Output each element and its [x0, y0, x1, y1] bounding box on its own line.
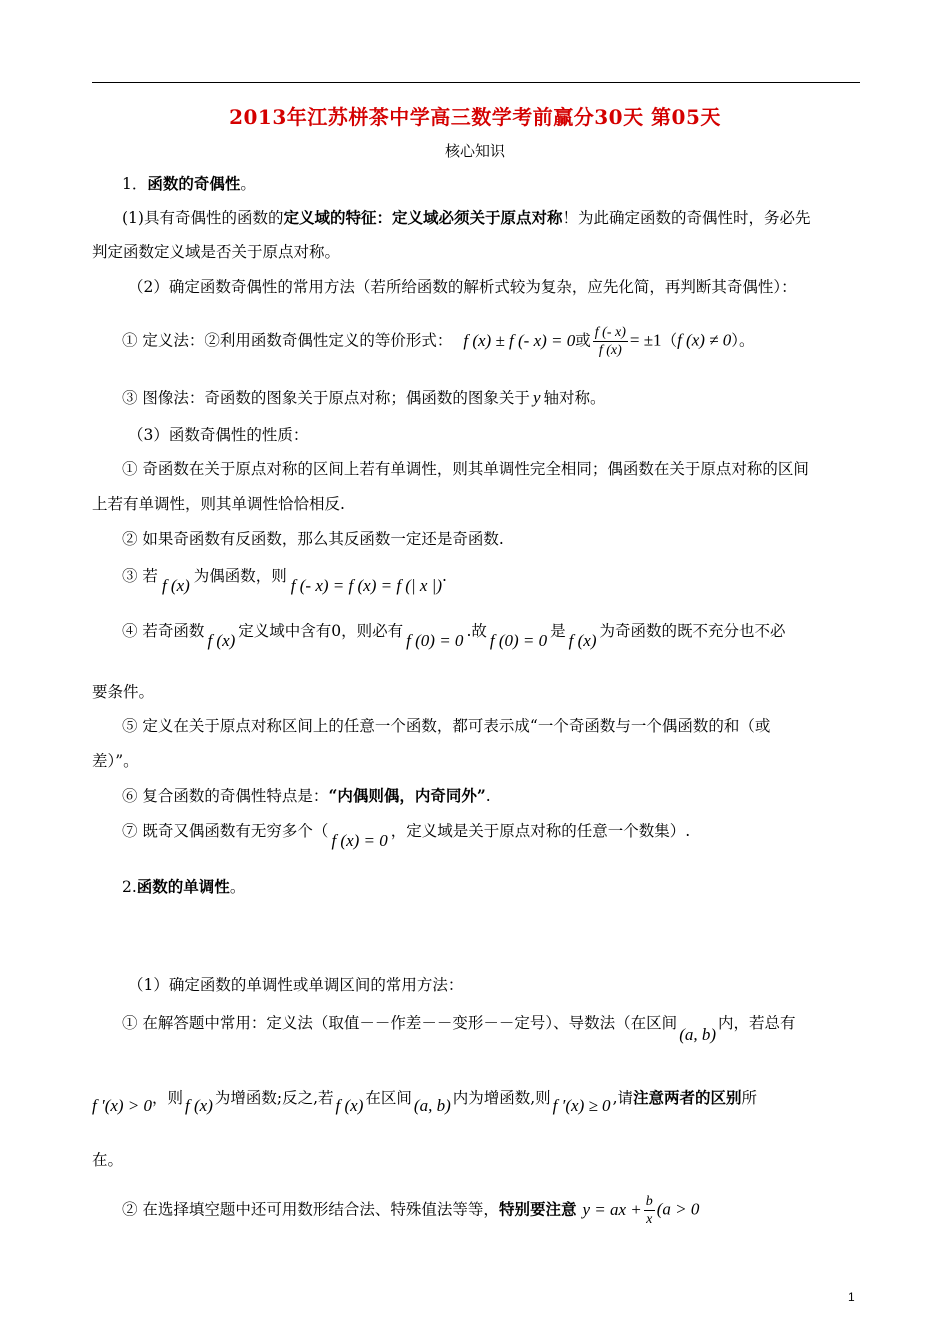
text: ① 在解答题中常用：定义法（取值－－作差－－变形－－定号）、导数法（在区间 — [122, 1014, 678, 1032]
method-graph — [122, 388, 606, 408]
formula: f (- x) = f (x) = f (| x |) — [290, 576, 443, 595]
denominator: f (x) — [598, 343, 622, 358]
section-title: 函数的奇偶性 — [147, 174, 241, 193]
text: ⑦ 既奇又偶函数有无穷多个（ — [122, 822, 329, 840]
formula: (a, b) — [413, 1096, 451, 1115]
formula: f (x) — [568, 631, 597, 650]
text: ③ 若 — [122, 567, 158, 585]
formula: f (x) ≠ 0 — [677, 330, 732, 350]
formula: f (0) = 0 — [489, 631, 548, 650]
property-5-line2: 差）”。 — [92, 752, 139, 770]
formula: y = ax + — [582, 1199, 642, 1219]
page-number: 1 — [848, 1290, 855, 1304]
text: ② 在选择填空题中还可用数形结合法、特殊值法等等， — [122, 1200, 499, 1219]
text: .故 — [466, 622, 487, 640]
section1-heading — [122, 174, 256, 194]
section2-heading — [122, 877, 245, 897]
text: 内，若总有 — [718, 1014, 796, 1032]
property-7 — [122, 821, 691, 850]
monotonic-method-2 — [122, 1193, 699, 1228]
text: 内为增函数,则 — [452, 1089, 551, 1107]
text: . — [442, 567, 447, 585]
text: 所 — [741, 1089, 758, 1107]
section-title: 函数的单调性 — [136, 877, 230, 896]
property-2: ② 如果奇函数有反函数，那么其反函数一定还是奇函数. — [122, 530, 504, 548]
text: ）。 — [731, 331, 755, 350]
formula: f (x) ± f (- x) = 0 — [463, 330, 576, 350]
paragraph-1-line2: 判定函数定义域是否关于原点对称。 — [92, 243, 341, 261]
monotonic-paragraph-1: （1）确定函数的单调性或单调区间的常用方法： — [128, 976, 464, 994]
fraction — [593, 324, 628, 359]
text: 定义域中含有0，则必有 — [238, 622, 404, 640]
numerator: f (- x) — [594, 325, 626, 340]
text: （ — [661, 331, 678, 350]
monotonic-method-1-line1 — [122, 1013, 796, 1044]
text: ,请 — [612, 1089, 633, 1107]
formula: f ′(x) > 0 — [92, 1096, 153, 1115]
text: ，定义域是关于原点对称的任意一个数集）. — [390, 822, 691, 840]
paragraph-3: （3）函数奇偶性的性质： — [128, 426, 309, 444]
text: ，则 — [152, 1089, 184, 1107]
page-subtitle: 核心知识 — [444, 142, 505, 160]
formula: = ±1 — [629, 330, 662, 350]
property-4-line2: 要条件。 — [92, 683, 155, 701]
text: 或 — [575, 331, 591, 350]
text: ④ 若奇函数 — [122, 622, 205, 640]
section-number: 2. — [122, 878, 137, 896]
paragraph-1-line1 — [122, 208, 811, 228]
header-rule — [92, 82, 860, 83]
property-4-line1 — [122, 621, 786, 650]
formula: f (0) = 0 — [406, 631, 464, 650]
bold-text: 注意两者的区别 — [633, 1088, 742, 1107]
formula: f (x) = 0 — [331, 831, 388, 850]
bold-text: 特别要注意 — [498, 1199, 577, 1219]
fraction — [644, 1193, 655, 1228]
text: . — [485, 787, 491, 805]
formula: f ′(x) ≥ 0 — [552, 1096, 611, 1115]
punctuation: 。 — [229, 878, 246, 896]
denominator: x — [646, 1212, 653, 1227]
formula: f (x) — [161, 576, 190, 595]
formula: f (x) — [207, 631, 236, 650]
text: (1)具有奇偶性的函数的 — [122, 209, 284, 227]
property-3 — [122, 566, 447, 595]
text: ① 定义法：②利用函数奇偶性定义的等价形式： — [122, 331, 453, 350]
property-5-line1: ⑤ 定义在关于原点对称区间上的任意一个函数，都可表示成“一个奇函数与一个偶函数的和（或 — [122, 717, 771, 735]
formula: (a > 0 — [656, 1199, 700, 1219]
text: ⑥ 复合函数的奇偶性特点是： — [122, 787, 329, 805]
property-1-line1: ① 奇函数在关于原点对称的区间上若有单调性，则其单调性完全相同；偶函数在关于原点对称的区间 — [122, 460, 809, 478]
monotonic-method-1-line3: 在。 — [92, 1151, 124, 1169]
page-title: 2013年江苏栟茶中学高三数学考前赢分30天 第05天 — [229, 105, 721, 129]
text: 轴对称。 — [543, 389, 606, 407]
bold-text: 定义域的特征：定义域必须关于原点对称 — [283, 208, 563, 227]
property-6 — [122, 786, 491, 806]
formula: (a, b) — [679, 1025, 717, 1044]
method-definition — [122, 324, 755, 359]
text: 为增函数;反之,若 — [214, 1089, 334, 1107]
text: ！为此确定函数的奇偶性时，务必先 — [562, 209, 811, 227]
paragraph-2: （2）确定函数奇偶性的常用方法（若所给函数的解析式较为复杂，应先化简，再判断其奇偶性）： — [128, 278, 797, 296]
monotonic-method-1-line2 — [92, 1088, 758, 1115]
property-1-line2: 上若有单调性，则其单调性恰恰相反. — [92, 495, 345, 513]
formula: f (x) — [335, 1096, 364, 1115]
numerator: b — [645, 1194, 653, 1209]
text: 是 — [550, 622, 566, 640]
text: 为奇函数的既不充分也不必 — [599, 622, 786, 640]
punctuation: 。 — [240, 175, 256, 193]
text: 为偶函数，则 — [193, 567, 287, 585]
text: ③ 图像法：奇函数的图象关于原点对称；偶函数的图象关于 — [122, 389, 530, 407]
text: 在区间 — [365, 1089, 412, 1107]
bold-text: “内偶则偶，内奇同外” — [328, 786, 486, 805]
formula: y — [532, 388, 541, 407]
section-number: 1． — [122, 175, 148, 193]
formula: f (x) — [185, 1096, 213, 1115]
